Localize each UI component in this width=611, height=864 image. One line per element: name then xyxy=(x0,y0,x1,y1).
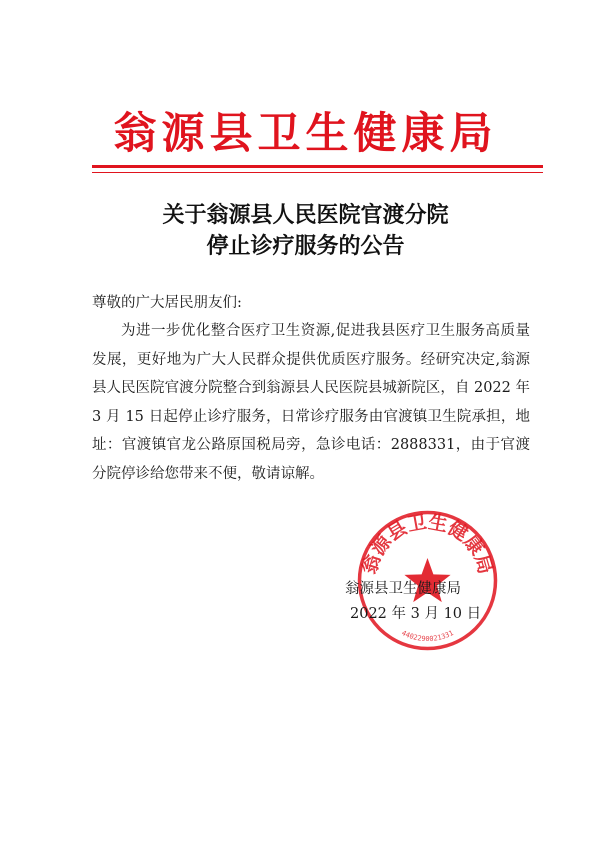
seal-number: 4402290021331 xyxy=(400,629,455,644)
signature-date: 2022 年 3 月 10 日 xyxy=(350,606,482,622)
announcement-title-line2: 停止诊疗服务的公告 xyxy=(206,233,405,259)
body-paragraph: 为进一步优化整合医疗卫生资源,促进我县医疗卫生服务高质量发展，更好地为广大人民群众提供优质医疗服务。经研究决定,翁源县人民医院官渡分院整合到翁源县人民医院县城新院区，自 2022 年 3 月 15 日起停止诊疗服务，日常诊疗服务由官渡镇卫生院承担，地址：官渡镇官龙公路原国税局旁，急诊电话：2888331，由于官渡分院停诊给您带来不便，敬请谅解。 xyxy=(92,323,530,482)
org-letterhead: 翁源县卫生健康局 xyxy=(113,109,498,159)
salutation: 尊敬的广大居民朋友们: xyxy=(92,295,242,311)
seal-text: 翁源县卫生健康局 xyxy=(358,511,497,577)
letterhead-rule-thick xyxy=(92,165,543,168)
signature-org: 翁源县卫生健康局 xyxy=(345,581,461,597)
announcement-body xyxy=(92,317,530,488)
letterhead-rule-thin xyxy=(92,172,543,173)
announcement-title-line1: 关于翁源县人民医院官渡分院 xyxy=(162,202,449,228)
